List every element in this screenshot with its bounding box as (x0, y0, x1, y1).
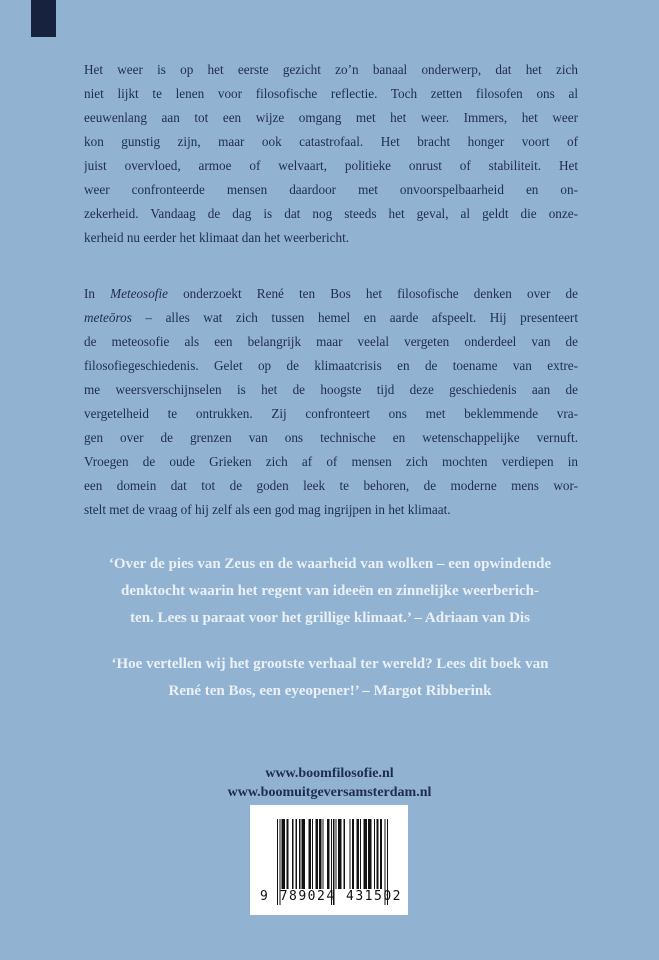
text-line: eeuwenlang aan tot een wijze omgang met het weer. Immers, het weer (84, 110, 578, 125)
text-line: filosofiegeschiedenis. Gelet op de klimaatcrisis en de toename van extre- (84, 358, 578, 373)
text-line: me weersverschijnselen is het de hoogste tijd deze geschiedenis aan de (84, 382, 578, 397)
text-line: de meteosofie als een belangrijk maar veelal vergeten onderdeel van de (84, 334, 578, 349)
text-line: kerheid nu eerder het klimaat dan het weerbericht. (84, 230, 350, 245)
isbn-number (260, 889, 402, 904)
isbn-digit-group: 431502 (346, 889, 402, 904)
text-line: Vroegen de oude Grieken zich af of mensen zich mochten verdiepen in (84, 454, 578, 469)
text-segment: In (84, 286, 111, 301)
text-line: denktocht waarin het regent van ideeën en zinnelijke weerberich- (120, 583, 539, 599)
text-line: stelt met de vraag of hij zelf als een god mag ingrijpen in het klimaat. (84, 502, 451, 517)
isbn-digit-group: 789024 (279, 889, 336, 904)
text-line: ‘Over de pies van Zeus en de waarheid van wolken – een opwindende (108, 556, 552, 572)
text-line: Het weer is op het eerste gezicht zo’n banaal onderwerp, dat het zich (84, 62, 578, 77)
bookmark-ribbon-icon[interactable] (31, 0, 56, 37)
text-line: René ten Bos, een eyeopener!’ – Margot Ribberink (168, 683, 492, 699)
text-line (84, 282, 578, 306)
text-segment: Meteosofie (110, 286, 168, 301)
text-line: niet lijkt te lenen voor filosofische reflectie. Toch zetten filosofen ons al (84, 86, 578, 101)
text-line: juist overvloed, armoe of welvaart, politieke onrust of stabiliteit. Het (84, 158, 578, 173)
text-line: kon gunstig zijn, maar ook catastrofaal. Het bracht honger voort of (84, 134, 578, 149)
isbn-barcode (250, 805, 408, 915)
text-line: een domein dat tot de goden leek te behoren, de moderne mens wor- (84, 478, 578, 493)
synopsis-paragraph-1 (84, 58, 578, 250)
text-line: vergetelheid te ontrukken. Zij confronteert ons met beklemmende vra- (84, 406, 578, 421)
text-segment: – alles wat zich tussen hemel en aarde afspeelt. Hij presenteert (131, 310, 578, 325)
synopsis-paragraph-2 (84, 282, 578, 522)
website-url-boomfilosofie: www.boomfilosofie.nl (265, 766, 394, 781)
publisher-websites (0, 764, 659, 802)
website-url-boomuitgeversamsterdam: www.boomuitgeversamsterdam.nl (227, 785, 432, 800)
text-line: ‘Hoe vertellen wij het grootste verhaal ter wereld? Lees dit boek van (111, 656, 549, 672)
text-line: gen over de grenzen van ons technische en wetenschappelijke vernuft. (84, 430, 578, 445)
text-segment: meteōros (84, 310, 132, 325)
text-segment: onderzoekt René ten Bos het filosofische denken over de (167, 286, 578, 301)
text-line: ten. Lees u paraat voor het grillige klimaat.’ – Adriaan van Dis (130, 610, 530, 626)
text-line: zekerheid. Vandaag de dag is dat nog steeds het geval, al geldt die onze- (84, 206, 578, 221)
text-line (84, 306, 578, 330)
endorsement-quote-margot-ribberink (66, 651, 594, 705)
endorsement-quote-adriaan-van-dis (66, 551, 594, 632)
text-line: weer confronteerde mensen daardoor met onvoorspelbaarheid en on- (84, 182, 578, 197)
isbn-digit-group: 9 (260, 889, 270, 904)
